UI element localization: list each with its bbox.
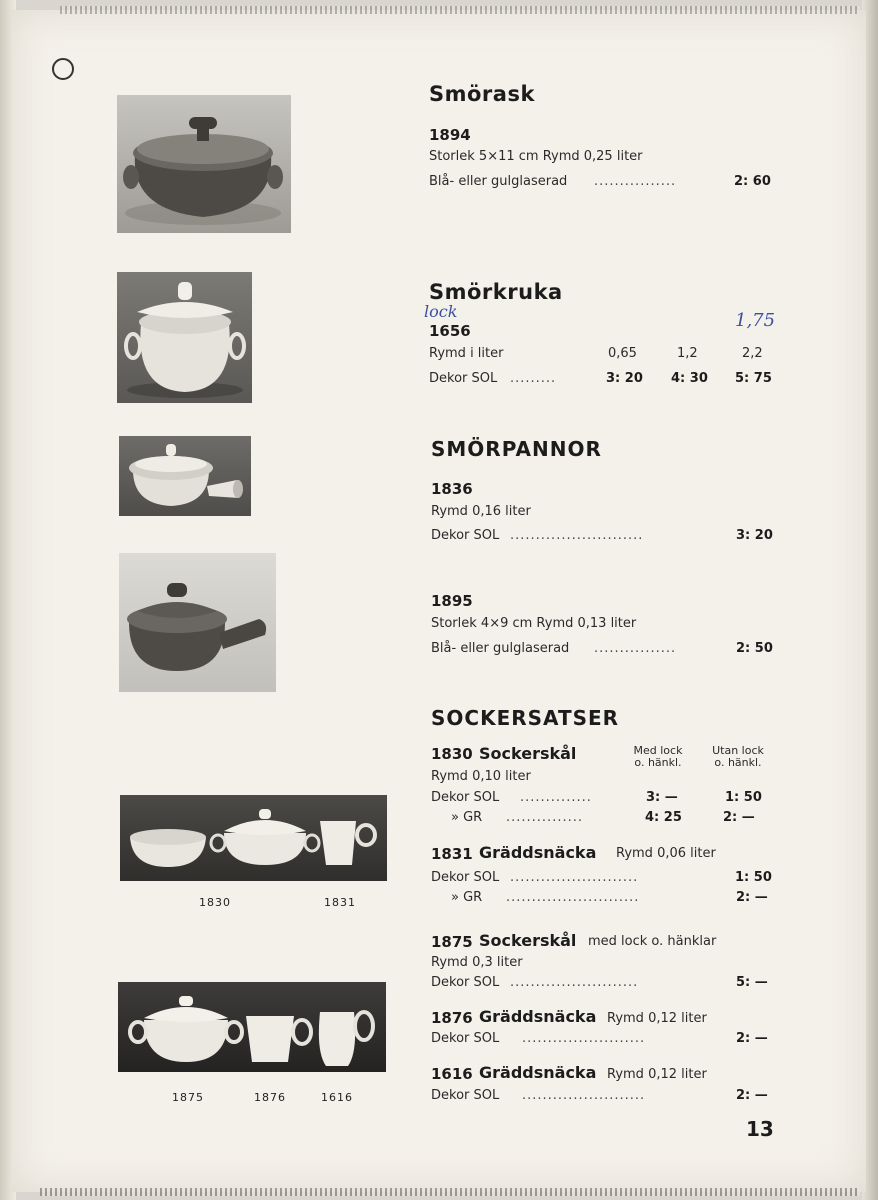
- rymd-v1-1656: 0,65: [608, 346, 637, 361]
- code-1831: 1831: [431, 845, 473, 863]
- code-1836: 1836: [431, 480, 473, 498]
- col-header-med-lock-a: Med lock: [633, 744, 683, 757]
- rymd-1875: Rymd 0,3 liter: [431, 955, 523, 970]
- code-1895: 1895: [431, 592, 473, 610]
- name-1616: Gräddsnäcka: [479, 1063, 597, 1082]
- price-1894: 2: 60: [734, 174, 771, 189]
- price1-1656: 3: 20: [606, 371, 643, 386]
- heading-smorkruka: Smörkruka: [429, 280, 563, 304]
- name-1875: Sockerskål: [479, 931, 577, 950]
- price-1875: 5: —: [736, 975, 768, 990]
- row1-price-1831: 1: 50: [735, 870, 772, 885]
- caption-1830: 1830: [199, 896, 231, 909]
- photo-smorask: [117, 95, 291, 233]
- item-1836: Dekor SOL: [431, 528, 500, 543]
- heading-sockersatser: SOCKERSATSER: [431, 706, 620, 730]
- row1-label-1830: Dekor SOL: [431, 790, 500, 805]
- photo-smorkruka: [117, 272, 252, 403]
- dots-1875: .........................: [510, 975, 639, 990]
- caption-1616: 1616: [321, 1091, 353, 1104]
- row2-label-1830: » GR: [451, 810, 483, 825]
- rymd-v2-1656: 1,2: [677, 346, 698, 361]
- dots-1876: ........................: [522, 1031, 646, 1046]
- handwritten-price: 1,75: [735, 310, 776, 331]
- size-1895: Storlek 4×9 cm Rymd 0,13 liter: [431, 616, 637, 631]
- punch-hole-icon: [52, 58, 74, 80]
- dots-1616: ........................: [522, 1088, 646, 1103]
- col-header-utan-lock: [706, 745, 770, 769]
- extra-1875: med lock o. hänklar: [588, 934, 717, 949]
- code-1876: 1876: [431, 1009, 473, 1027]
- photo-smorpanna-1895: [119, 553, 276, 692]
- row2-label-1831: » GR: [451, 890, 483, 905]
- dots-1836: ..........................: [510, 528, 644, 543]
- name-1876: Gräddsnäcka: [479, 1007, 597, 1026]
- butter-pot-image: [117, 272, 252, 403]
- caption-1831: 1831: [324, 896, 356, 909]
- price2-1656: 4: 30: [671, 371, 708, 386]
- dekor-dots-1656: .........: [510, 371, 557, 386]
- row1-price2-1830: 1: 50: [725, 790, 762, 805]
- photo-1830-1831: [120, 795, 387, 881]
- item-1895: Blå- eller gulglaserad: [431, 641, 570, 656]
- butter-pan-1895-image: [119, 553, 276, 692]
- rymd-v3-1656: 2,2: [742, 346, 763, 361]
- row2-price-1831: 2: —: [736, 890, 768, 905]
- rymd-1836: Rymd 0,16 liter: [431, 504, 531, 519]
- photo-smorpanna-1836: [119, 436, 251, 516]
- row1-dots-1830: ..............: [520, 790, 592, 805]
- bottom-binding: [40, 1188, 860, 1196]
- rymd-1831: Rymd 0,06 liter: [616, 846, 716, 861]
- item-1894: Blå- eller gulglaserad: [429, 174, 568, 189]
- rymd-1616: Rymd 0,12 liter: [607, 1067, 707, 1082]
- row1-dots-1831: .........................: [510, 870, 639, 885]
- item-1876: Dekor SOL: [431, 1031, 500, 1046]
- name-1830: Sockerskål: [479, 744, 577, 763]
- row2-dots-1831: ..........................: [506, 890, 640, 905]
- col-header-utan-lock-a: Utan lock: [712, 744, 764, 757]
- price-1876: 2: —: [736, 1031, 768, 1046]
- dots-1895: ................: [594, 641, 677, 656]
- size-1894: Storlek 5×11 cm Rymd 0,25 liter: [429, 149, 643, 164]
- code-1875: 1875: [431, 933, 473, 951]
- col-header-med-lock: [628, 745, 688, 769]
- row1-label-1831: Dekor SOL: [431, 870, 500, 885]
- name-1831: Gräddsnäcka: [479, 843, 597, 862]
- code-1894: 1894: [429, 126, 471, 144]
- dots-1894: ................: [594, 174, 677, 189]
- item-1875: Dekor SOL: [431, 975, 500, 990]
- rymd-1876: Rymd 0,12 liter: [607, 1011, 707, 1026]
- col-header-med-lock-b: o. hänkl.: [634, 756, 682, 769]
- row1-price1-1830: 3: —: [646, 790, 678, 805]
- price3-1656: 5: 75: [735, 371, 772, 386]
- page-number: 13: [746, 1117, 774, 1141]
- heading-smorpannor: SMÖRPANNOR: [431, 437, 602, 461]
- sugar-bowl-creamer-image: [120, 795, 387, 881]
- butter-pan-1836-image: [119, 436, 251, 516]
- butter-dish-image: [117, 95, 291, 233]
- row2-price2-1830: 2: —: [723, 810, 755, 825]
- price-1836: 3: 20: [736, 528, 773, 543]
- rymd-label-1656: Rymd i liter: [429, 346, 504, 361]
- row2-price1-1830: 4: 25: [645, 810, 682, 825]
- code-1616: 1616: [431, 1065, 473, 1083]
- caption-1876: 1876: [254, 1091, 286, 1104]
- code-1830: 1830: [431, 745, 473, 763]
- price-1895: 2: 50: [736, 641, 773, 656]
- sugar-bowl-creamers-image: [118, 982, 386, 1072]
- price-1616: 2: —: [736, 1088, 768, 1103]
- rymd-1830: Rymd 0,10 liter: [431, 769, 531, 784]
- photo-1875-1876-1616: [118, 982, 386, 1072]
- dekor-label-1656: Dekor SOL: [429, 371, 498, 386]
- item-1616: Dekor SOL: [431, 1088, 500, 1103]
- code-1656: 1656: [429, 322, 471, 340]
- col-header-utan-lock-b: o. hänkl.: [714, 756, 762, 769]
- top-binding: [60, 6, 860, 14]
- row2-dots-1830: ...............: [506, 810, 583, 825]
- caption-1875: 1875: [172, 1091, 204, 1104]
- handwritten-note: lock: [424, 302, 458, 321]
- heading-smorask: Smörask: [429, 82, 535, 106]
